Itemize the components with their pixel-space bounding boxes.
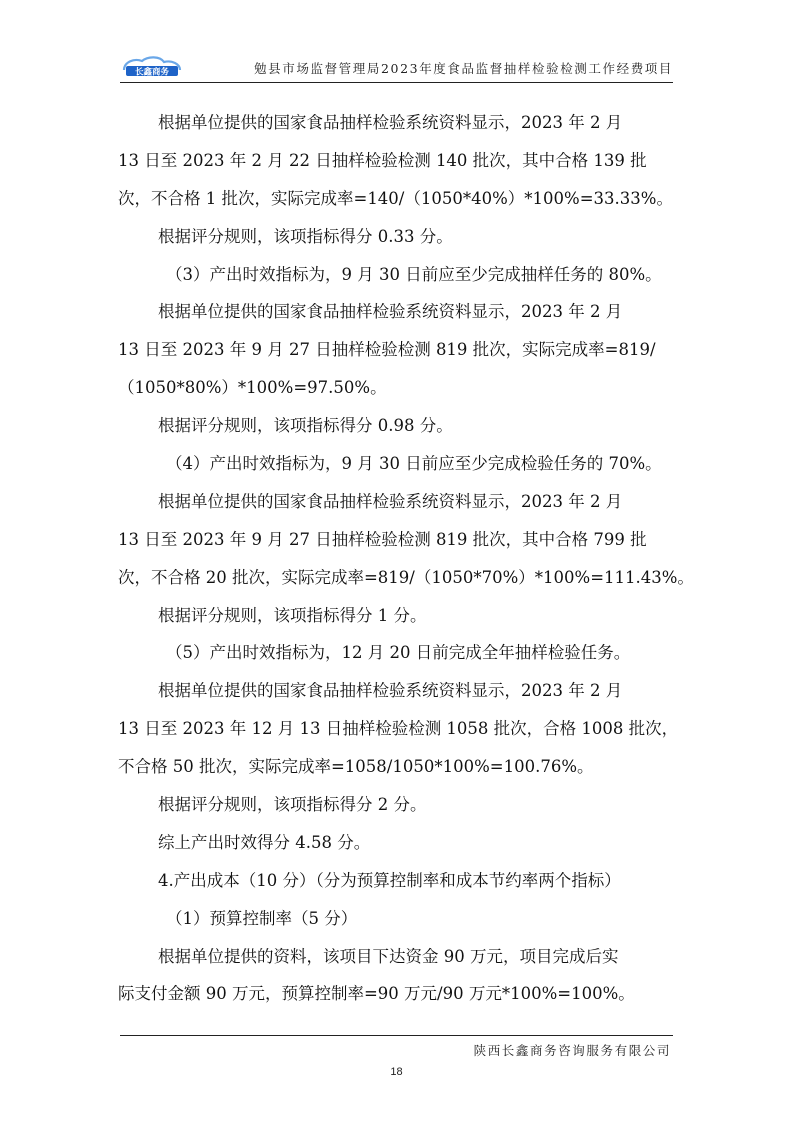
paragraph-line: 4.产出成本（10 分）（分为预算控制率和成本节约率两个指标） [158, 870, 621, 890]
paragraph-line: 次，不合格 20 批次，实际完成率=819/（1050*70%）*100%=111.43%。 [118, 567, 694, 587]
paragraph-line: 际支付金额 90 万元，预算控制率=90 万元/90 万元*100%=100%。 [118, 984, 635, 1004]
paragraph-line: （1）预算控制率（5 分） [166, 908, 358, 928]
paragraph-line: 13 日至 2023 年 9 月 27 日抽样检验检测 819 批次，其中合格 799 批 [118, 529, 647, 549]
paragraph-line: 13 日至 2023 年 9 月 27 日抽样检验检测 819 批次，实际完成率=819/ [118, 340, 656, 360]
paragraph-line: 13 日至 2023 年 2 月 22 日抽样检验检测 140 批次，其中合格 139 批 [118, 150, 647, 170]
paragraph-line: （4）产出时效指标为，9 月 30 日前应至少完成检验任务的 70%。 [166, 454, 662, 474]
logo-text: 长鑫商务 [134, 67, 170, 78]
page-number: 18 [390, 1066, 403, 1078]
page-header [120, 54, 673, 83]
footer-divider [120, 1035, 673, 1036]
paragraph-line: （3）产出时效指标为，9 月 30 日前应至少完成抽样任务的 80%。 [166, 264, 662, 284]
paragraph-line: 根据评分规则，该项指标得分 2 分。 [158, 795, 427, 815]
document-body [118, 104, 694, 1013]
paragraph-line: 根据单位提供的资料，该项目下达资金 90 万元，项目完成后实 [158, 946, 619, 966]
footer-company: 陕西长鑫商务咨询服务有限公司 [473, 1043, 671, 1058]
paragraph-line: 13 日至 2023 年 12 月 13 日抽样检验检测 1058 批次，合格 1008 批次， [118, 719, 679, 739]
paragraph-line: （5）产出时效指标为，12 月 20 日前完成全年抽样检验任务。 [166, 643, 631, 663]
company-logo [120, 56, 184, 78]
paragraph-line: 根据评分规则，该项指标得分 1 分。 [158, 605, 427, 625]
paragraph-line: 根据单位提供的国家食品抽样检验系统资料显示，2023 年 2 月 [158, 302, 623, 322]
paragraph-line: 次，不合格 1 批次，实际完成率=140/（1050*40%）*100%=33.33%。 [118, 188, 673, 208]
header-title: 勉县市场监督管理局2023年度食品监督抽样检验检测工作经费项目 [254, 61, 673, 76]
paragraph-line: （1050*80%）*100%=97.50%。 [118, 378, 387, 398]
paragraph-line: 不合格 50 批次，实际完成率=1058/1050*100%=100.76%。 [118, 757, 594, 777]
paragraph-line: 根据单位提供的国家食品抽样检验系统资料显示，2023 年 2 月 [158, 681, 623, 701]
paragraph-line: 根据单位提供的国家食品抽样检验系统资料显示，2023 年 2 月 [158, 113, 623, 132]
paragraph-line: 根据评分规则，该项指标得分 0.33 分。 [158, 226, 453, 246]
paragraph-line: 根据评分规则，该项指标得分 0.98 分。 [158, 416, 453, 436]
paragraph-line: 综上产出时效得分 4.58 分。 [158, 832, 371, 852]
paragraph-line: 根据单位提供的国家食品抽样检验系统资料显示，2023 年 2 月 [158, 491, 623, 511]
